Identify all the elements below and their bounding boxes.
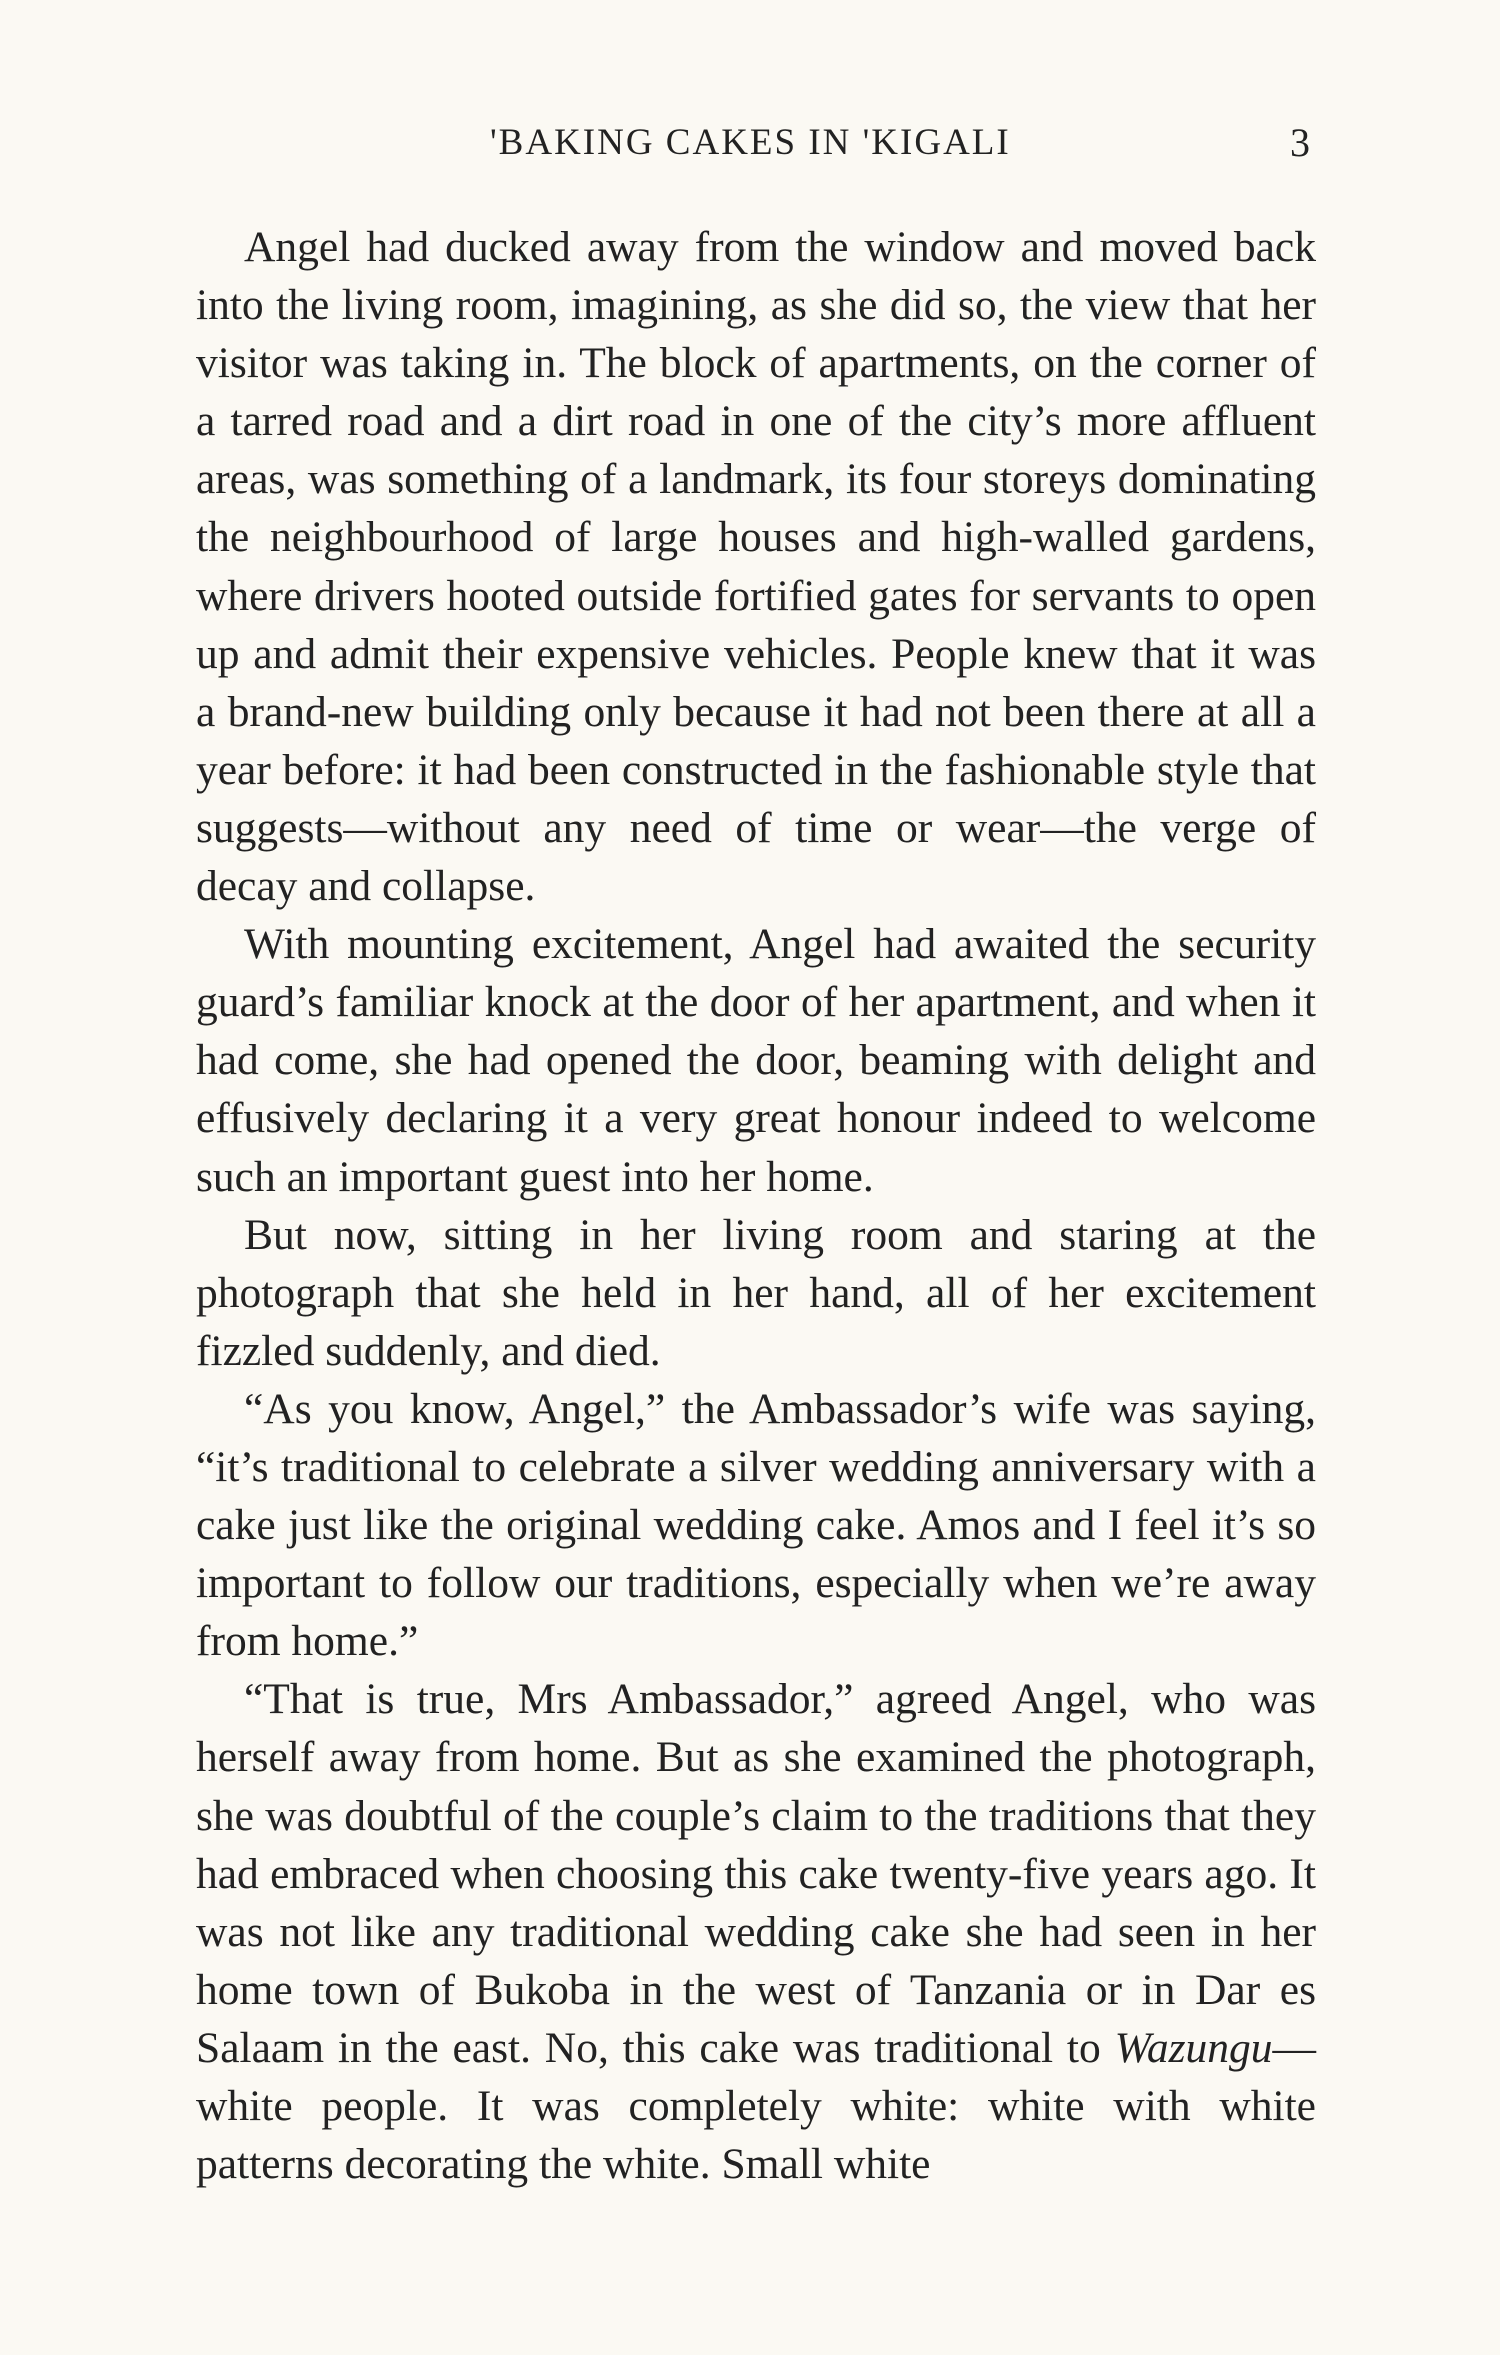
body-text [196, 218, 1316, 2193]
paragraph-4-text: “As you know, Angel,” the Ambassador’s wife was saying, “it’s traditional to celebrate a silver wedding anniversary with a cake just like the original wedding cake. Amos and I feel it’s so important to follow our traditions, especially when we’re away from home.” [196, 1384, 1316, 1666]
paragraph-5-emphasis: Wazungu [1114, 2023, 1273, 2072]
paragraph-5-text-after: —white people. It was completely white: white with white patterns decorating the white. Small white [196, 2023, 1316, 2189]
page-number: 3 [1290, 120, 1310, 165]
paragraph-2-text: With mounting excitement, Angel had awaited the security guard’s familiar knock at the door of her apartment, and when it had come, she had opened the door, beaming with delight and effusively declaring it a very great honour indeed to welcome such an important guest into her home. [196, 920, 1316, 1201]
paragraph-1 [196, 218, 1316, 915]
paragraph-3 [196, 1206, 1316, 1380]
paragraph-5-text: “That is true, Mrs Ambassador,” agreed Angel, who was herself away from home. But as she examined the photograph, she was doubtful of the couple’s claim to the traditions that they had embraced when choosing this cake twenty-five years ago. It was not like any traditional wedding cake she had seen in her home town of Bukoba in the west of Tanzania or in Dar es Salaam in the east. No, this cake was traditional to [196, 1675, 1316, 2072]
paragraph-5 [196, 1670, 1316, 2193]
running-header [0, 118, 1500, 168]
paragraph-1-text: Angel had ducked away from the window and moved back into the living room, imagining, as she did so, the view that her visitor was taking in. The block of apartments, on the corner of a tarred road and a dirt road in one of the city’s more affluent areas, was something of a landmark, its four storeys dominating the neighbourhood of large houses and high-walled gardens, where drivers hooted outside fortified gates for servants to open up and admit their expensive vehicles. People knew that it was a brand-new building only because it had not been there at all a year before: it had been constructed in the fashionable style that suggests—without any need of time or wear—the verge of decay and collapse. [196, 223, 1316, 911]
paragraph-2 [196, 915, 1316, 1205]
paragraph-3-text: But now, sitting in her living room and staring at the photograph that she held in her hand, all of her excitement fizzled suddenly, and died. [196, 1210, 1316, 1375]
paragraph-4 [196, 1380, 1316, 1670]
running-title: 'BAKING CAKES IN 'KIGALI [490, 122, 1011, 163]
